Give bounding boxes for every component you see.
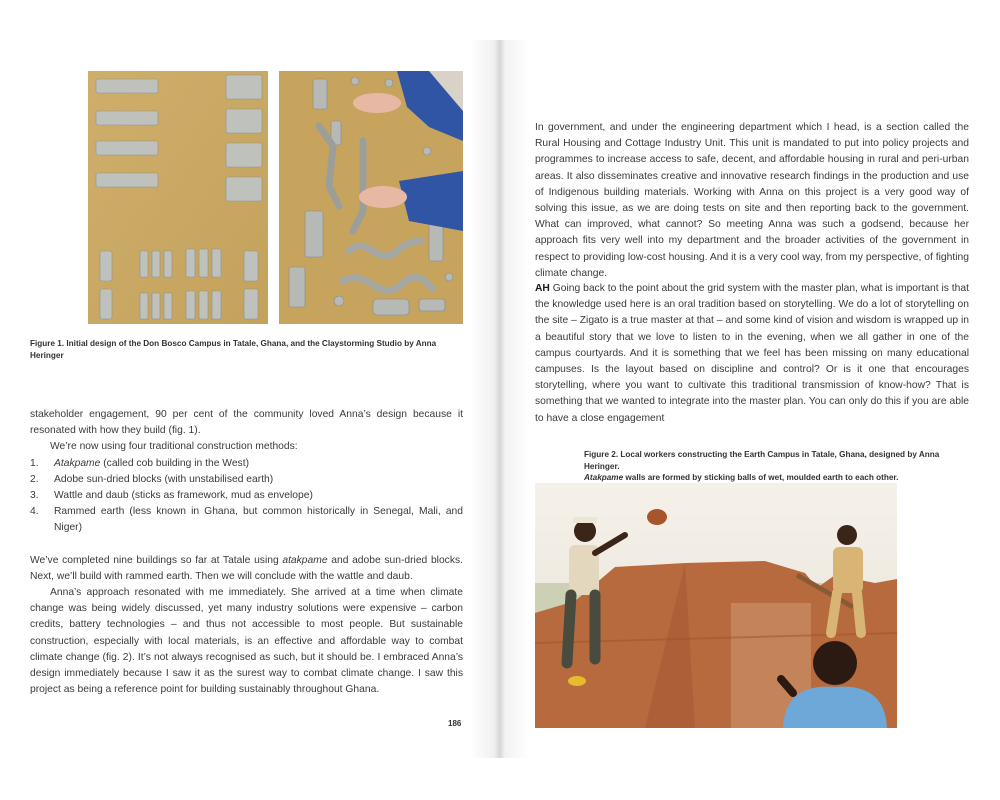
speaker-initials: AH xyxy=(535,283,550,294)
left-paragraph-2: We’re now using four traditional construction methods: xyxy=(50,441,298,453)
figure1-photo-left xyxy=(88,71,268,324)
construction-methods-list xyxy=(30,456,463,537)
right-body-text-1 xyxy=(535,120,969,282)
list-item: 1. Atakpame (called cob building in the West) xyxy=(30,457,249,469)
page-number: 186 xyxy=(448,719,462,728)
left-paragraph-3: We’ve completed nine buildings so far at Tatale using atakpame and adobe sun-dried blocks. Next, we’ll build with rammed earth. Then we will conclude with the wattle and daub. xyxy=(30,554,463,582)
right-paragraph-1: In government, and under the engineering department which I head, is a section called the Rural Housing and Cottage Industry Unit. This unit is mandated to put into policy projects and programmes to increase access to safe, decent, and affordable housing in rural and peri-urban areas. It also disseminates creative and innovative research findings in the production and use of Indigenous building materials. Working with Anna on this project is a very good way of solving this issue, as we are doing tests on site and then reporting back to the government. What can improved, what cannot? So meeting Anna was such a godsend, because her approach fits very well into my department and the broader activities of the government in respect to providing low-cost housing. And it is a very cool way, from my perspective, of fighting climate change. xyxy=(535,122,969,279)
figure1-photo-right xyxy=(279,71,463,324)
left-paragraph-4: Anna’s approach resonated with me immediately. She arrived at a time when climate change was being widely discussed, yet many industry solutions were expensive – carbon credits, battery technologies – and thus not accessible to most people. But sustainable construction, especially with local materials, is an effective and affordable way to combat climate change (fig. 2). It’s not always recognised as such, but it should be. I embraced Anna’s design immediately because I saw it as the surest way to combat climate change. I saw this project as being a reference point for building sustainably throughout Ghana. xyxy=(30,587,463,696)
list-item: 4. Rammed earth (less known in Ghana, but common historically in Senegal, Mali, and Niger) xyxy=(30,506,463,534)
list-item: 3. Wattle and daub (sticks as framework, mud as envelope) xyxy=(30,490,313,502)
figure1-caption: Figure 1. Initial design of the Don Bosco Campus in Tatale, Ghana, and the Claystorming Studio by Anna Heringer xyxy=(30,339,437,360)
list-item: 2. Adobe sun-dried blocks (with unstabilised earth) xyxy=(30,473,274,485)
right-body-text-2 xyxy=(535,281,969,427)
figure2-photo xyxy=(535,483,897,728)
figure2-caption: Figure 2. Local workers constructing the Earth Campus in Tatale, Ghana, designed by Anna Heringer. Atakpame walls are formed by sticking balls of wet, moulded earth to each other. xyxy=(584,450,940,482)
right-paragraph-2: AH Going back to the point about the grid system with the master plan, what is important is that the knowledge used here is an oral tradition based on storytelling. We do a lot of storytelling on the site – Zigato is a true master at that – and some kind of vision and wisdom is wrapped up in a beautiful story that we love to listen to in the evening, when we all gather in one of the campus courtyards. And it is something that we feel has been missing on many educational campuses. Is the layout based on discipline and control? Or is it one that encourages storytelling, where you want to cultivate this traditional transmission of know-how? That is something that we wanted to integrate into the master plan. You can only do this if you are able to have a close engagement xyxy=(535,283,969,424)
left-paragraph-1: stakeholder engagement, 90 per cent of the community loved Anna’s design because it resonated with how they build (fig. 1). xyxy=(30,409,463,437)
left-body-text xyxy=(30,407,463,698)
